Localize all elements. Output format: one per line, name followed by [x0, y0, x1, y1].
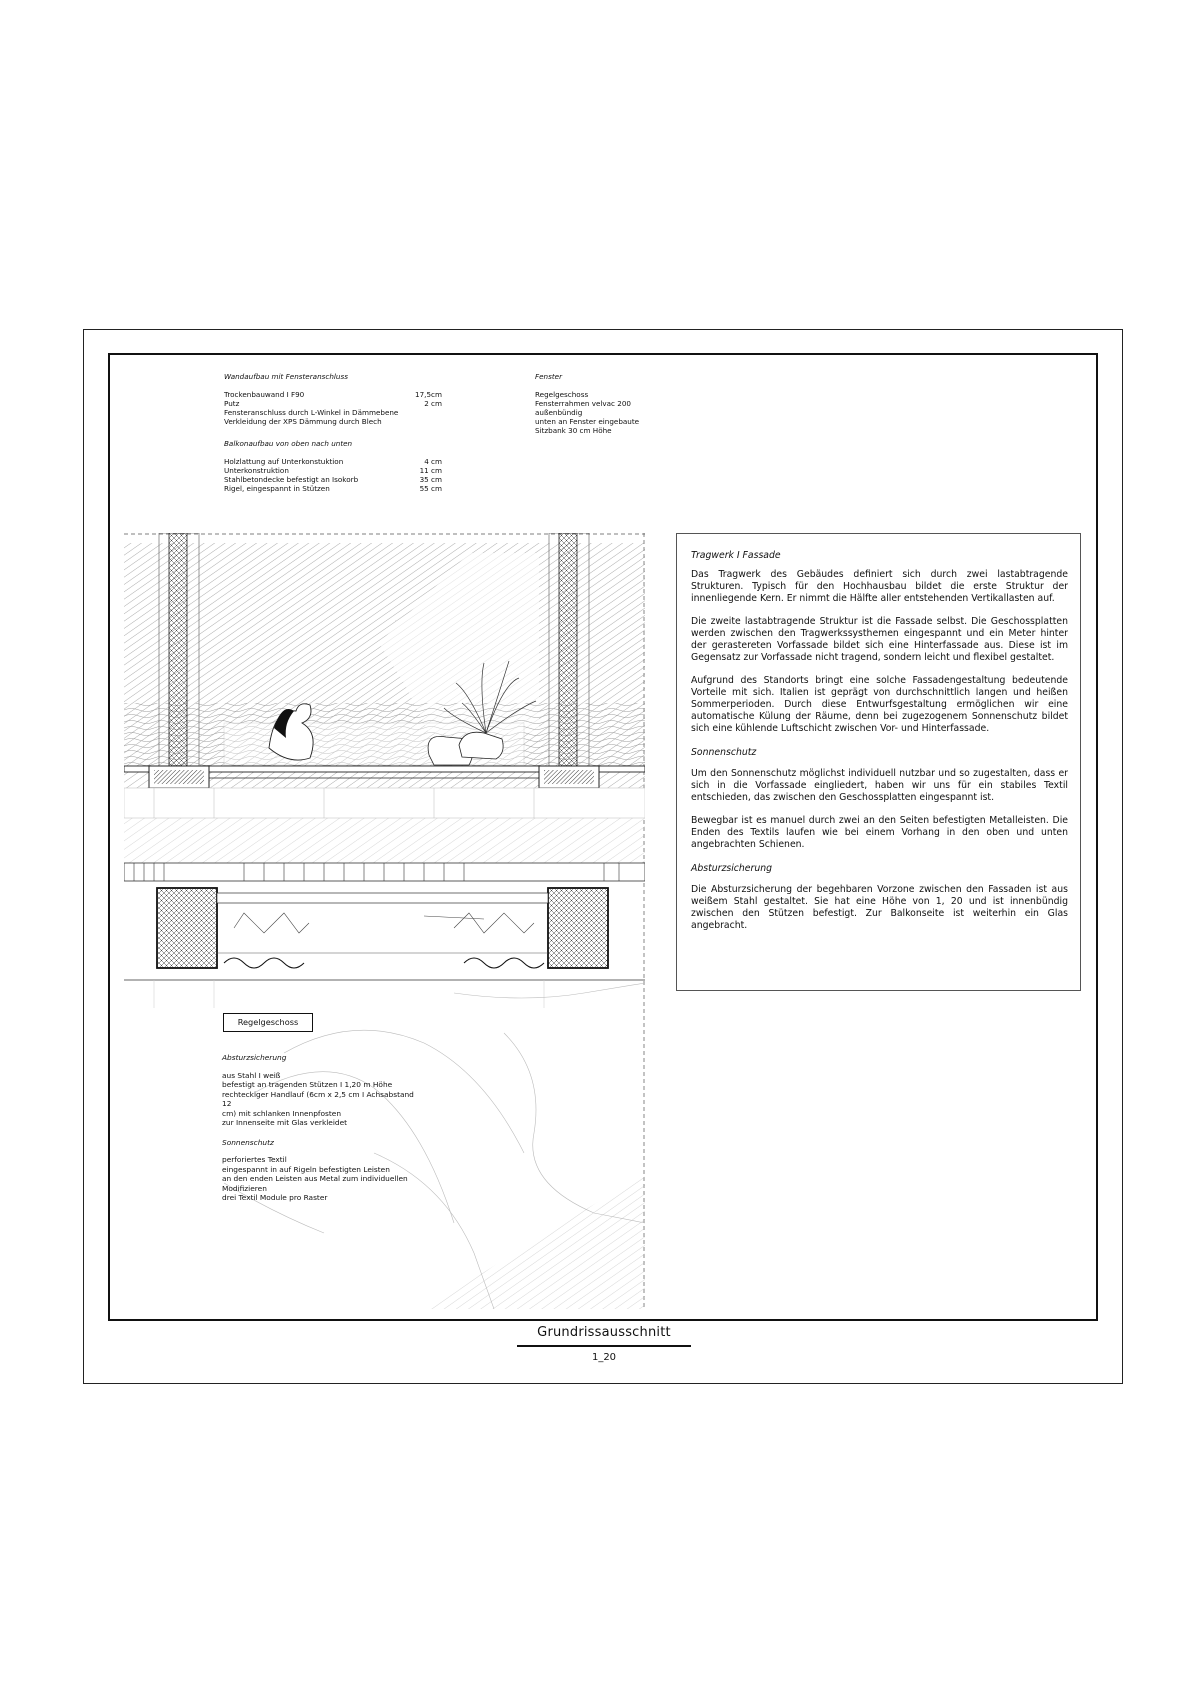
drawing-notes	[222, 1053, 422, 1203]
spec-label: Trockenbauwand I F90	[224, 390, 305, 399]
spec-wall-heading: Wandaufbau mit Fensteranschluss	[224, 372, 348, 381]
info-paragraph: Die zweite lastabtragende Struktur ist die Fassade selbst. Die Geschossplatten werden zwischen den Tragwerkssysthemen eingespannt und ein Meter hinter der gerastereten Vorfassade bildet sich eine Hinterfassade aus. Diese ist im Gegensatz zur Vorfassade nicht tragend, sondern leicht und flexibel gestaltet.	[691, 616, 1068, 663]
spec-label: Fensteranschluss durch L-Winkel in Dämmebene	[224, 408, 399, 417]
notes-line: Modifizieren	[222, 1183, 267, 1193]
spec-value: 55 cm	[419, 484, 442, 493]
spec-label: Unterkonstruktion	[224, 466, 289, 475]
info-paragraph: Die Absturzsicherung der begehbaren Vorzone zwischen den Fassaden ist aus weißem Stahl gestaltet. Sie hat eine Höhe von 1, 20 und ist innenbündig zwischen den Stützen befestigt. Zur Balkonseite ist weiterhin ein Glas angebracht.	[691, 884, 1068, 931]
spec-window-line: Regelgeschoss	[535, 390, 589, 399]
notes-line: cm) mit schlanken Innenpfosten	[222, 1108, 342, 1118]
spec-row	[224, 457, 442, 466]
info-paragraph: Bewegbar ist es manuel durch zwei an den Seiten befestigten Metalleisten. Die Enden des Textils laufen wie bei einem Vorhang in den oben und unten angebrachten Schienen.	[691, 815, 1068, 850]
spec-value: 17,5cm	[415, 390, 442, 399]
spec-window-line: unten an Fenster eingebaute	[535, 417, 640, 426]
spec-label: Holzlattung auf Unterkonstuktion	[224, 457, 344, 466]
spec-row	[224, 399, 442, 408]
spec-row	[224, 408, 442, 417]
notes-line: drei Textil Module pro Raster	[222, 1193, 328, 1202]
spec-window-line: außenbündig	[535, 408, 583, 417]
spec-window-line: Fensterrahmen velvac 200	[535, 399, 631, 408]
info-paragraph: Aufgrund des Standorts bringt eine solche Fassadengestaltung bedeutende Vorteile mit sich. Italien ist geprägt von durchschnittlich langen und heißen Sommerperioden. Durch diese Entwurfsgestaltung ermöglichen wir eine automatische Külung der Räume, denn bei zugezogenem Sonnenschutz bildet sich eine kühlende Luftschicht zwischen Vor- und Hinterfassade.	[691, 675, 1068, 734]
info-paragraph: Um den Sonnenschutz möglichst individuell nutzbar und so zugestalten, dass er sich in die Vorfassade eingliedert, haben wir uns für ein stabiles Textil entschieden, das zwischen den Geschossplatten eingespannt ist.	[691, 768, 1068, 803]
info-paragraph: Das Tragwerk des Gebäudes definiert sich durch zwei lastabtragende Strukturen. Typisch für den Hochhausbau bildet die erste Struktur der innenliegende Kern. Er nimmt die Hälfte aller entstehenden Vertikallasten auf.	[691, 569, 1068, 604]
notes-heading-sunshade: Sonnenschutz	[222, 1137, 274, 1147]
notes-line: an den enden Leisten aus Metal zum individuellen	[222, 1174, 408, 1183]
spec-row	[224, 466, 442, 475]
spec-label: Stahlbetondecke befestigt an Isokorb	[224, 475, 359, 484]
spec-row	[224, 417, 442, 426]
spec-window	[535, 372, 639, 435]
notes-line: eingespannt in auf Rigeln befestigten Leisten	[222, 1164, 390, 1174]
notes-line: aus Stahl I weiß	[222, 1070, 281, 1080]
notes-line: befestigt an tragenden Stützen I 1,20 m Höhe	[222, 1080, 393, 1089]
spec-row	[224, 475, 442, 484]
info-heading-sunshade: Sonnenschutz	[691, 747, 757, 758]
spec-label: Verkleidung der XPS Dämmung durch Blech	[224, 417, 382, 426]
spec-window-line: Sitzbank 30 cm Höhe	[535, 426, 612, 435]
spec-value: 4 cm	[424, 457, 442, 466]
drawing-scale: 1_20	[591, 1352, 617, 1363]
notes-line: rechteckiger Handlauf (6cm x 2,5 cm I Achsabstand 12	[222, 1089, 414, 1108]
spec-label: Rigel, eingespannt in Stützen	[224, 484, 330, 493]
spec-wall	[224, 372, 442, 493]
spec-window-heading: Fenster	[535, 372, 563, 381]
info-box	[676, 533, 1081, 991]
spec-value: 35 cm	[419, 475, 442, 484]
spec-value: 2 cm	[424, 399, 442, 408]
spec-balcony-heading: Balkonaufbau von oben nach unten	[224, 439, 353, 448]
notes-line: zur Innenseite mit Glas verkleidet	[222, 1118, 348, 1127]
info-heading-fall-protection: Absturzsicherung	[691, 863, 773, 874]
spec-row	[224, 484, 442, 493]
drawing-title: Grundrissausschnitt	[537, 1325, 671, 1340]
notes-line: perforiertes Textil	[222, 1155, 287, 1164]
spec-row	[224, 390, 442, 399]
spec-label: Putz	[224, 399, 240, 408]
title-underline	[517, 1345, 691, 1347]
spec-value: 11 cm	[419, 466, 442, 475]
floor-label: Regelgeschoss	[223, 1013, 313, 1032]
info-heading-structure: Tragwerk I Fassade	[691, 550, 781, 561]
notes-heading-fall-protection: Absturzsicherung	[222, 1053, 287, 1062]
